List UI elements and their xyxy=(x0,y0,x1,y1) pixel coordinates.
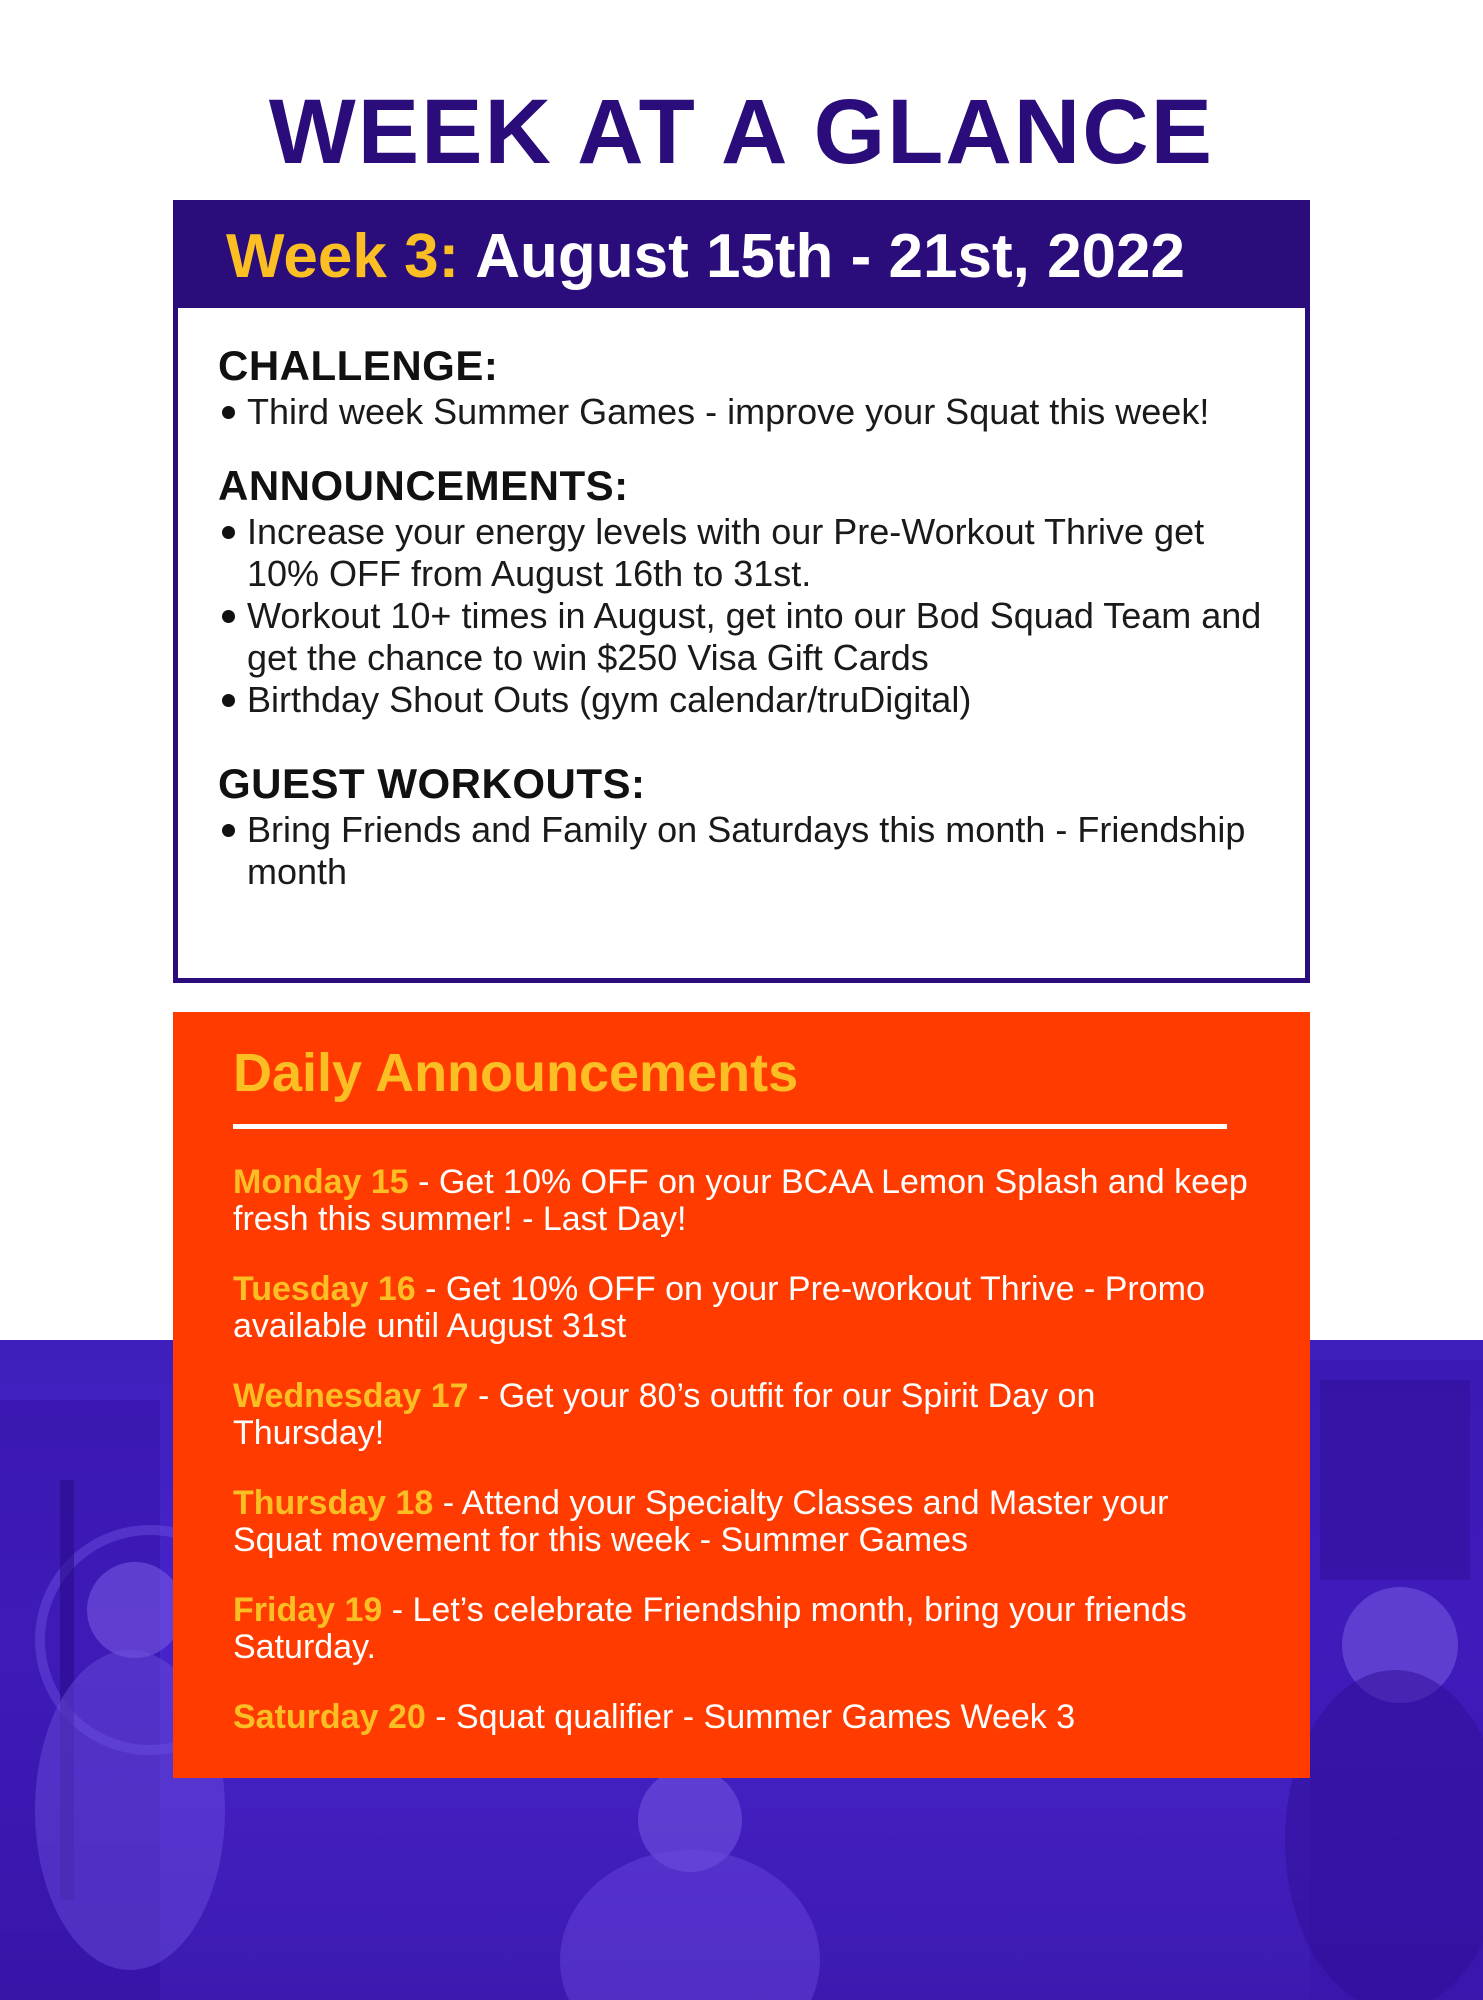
daily-announcements-heading: Daily Announcements xyxy=(233,1043,799,1103)
announcement-item: Increase your energy levels with our Pre-Workout Thrive get 10% OFF from August 16th to 31st. xyxy=(218,511,1265,595)
week-at-a-glance-box xyxy=(173,200,1310,983)
daily-item-thursday xyxy=(233,1485,1252,1559)
day-label: Saturday 20 xyxy=(233,1698,426,1736)
week-body xyxy=(178,308,1305,893)
guest-workouts-list xyxy=(218,809,1265,893)
week-dates: August 15th - 21st, 2022 xyxy=(475,222,1185,291)
challenge-item: Third week Summer Games - improve your Squat this week! xyxy=(218,391,1265,433)
daily-announcements-box xyxy=(173,1012,1310,1778)
announcements-list xyxy=(218,511,1265,721)
day-text: - Squat qualifier - Summer Games Week 3 xyxy=(425,1698,1076,1736)
day-label: Thursday 18 xyxy=(233,1484,434,1522)
day-text: - Let’s celebrate Friendship month, bring your friends Saturday. xyxy=(233,1591,1187,1666)
daily-item-wednesday xyxy=(233,1378,1252,1452)
daily-item-saturday xyxy=(233,1699,1252,1736)
day-label: Tuesday 16 xyxy=(233,1270,416,1308)
day-label: Wednesday 17 xyxy=(233,1377,469,1415)
week-label: Week 3: xyxy=(226,222,460,291)
announcement-item: Workout 10+ times in August, get into our Bod Squad Team and get the chance to win $250 Visa Gift Cards xyxy=(218,595,1265,679)
day-label: Monday 15 xyxy=(233,1163,409,1201)
day-text: - Get your 80’s outfit for our Spirit Day on Thursday! xyxy=(233,1377,1096,1452)
daily-item-tuesday xyxy=(233,1271,1252,1345)
day-text: - Get 10% OFF on your BCAA Lemon Splash and keep fresh this summer! - Last Day! xyxy=(233,1163,1248,1238)
day-label: Friday 19 xyxy=(233,1591,383,1629)
announcement-item: Birthday Shout Outs (gym calendar/truDigital) xyxy=(218,679,1265,721)
challenge-heading: CHALLENGE: xyxy=(218,342,499,389)
day-text: - Attend your Specialty Classes and Master your Squat movement for this week - Summer Games xyxy=(233,1484,1169,1559)
announcements-heading: ANNOUNCEMENTS: xyxy=(218,462,629,509)
daily-divider xyxy=(233,1124,1227,1129)
daily-item-monday xyxy=(233,1164,1252,1238)
day-text: - Get 10% OFF on your Pre-workout Thrive - Promo available until August 31st xyxy=(233,1270,1205,1345)
guest-workouts-heading: GUEST WORKOUTS: xyxy=(218,760,646,807)
week-header xyxy=(178,205,1305,308)
guest-workout-item: Bring Friends and Family on Saturdays this month - Friendship month xyxy=(218,809,1265,893)
daily-item-friday xyxy=(233,1592,1252,1666)
page-title: WEEK AT A GLANCE xyxy=(268,81,1215,183)
challenge-list xyxy=(218,391,1265,433)
